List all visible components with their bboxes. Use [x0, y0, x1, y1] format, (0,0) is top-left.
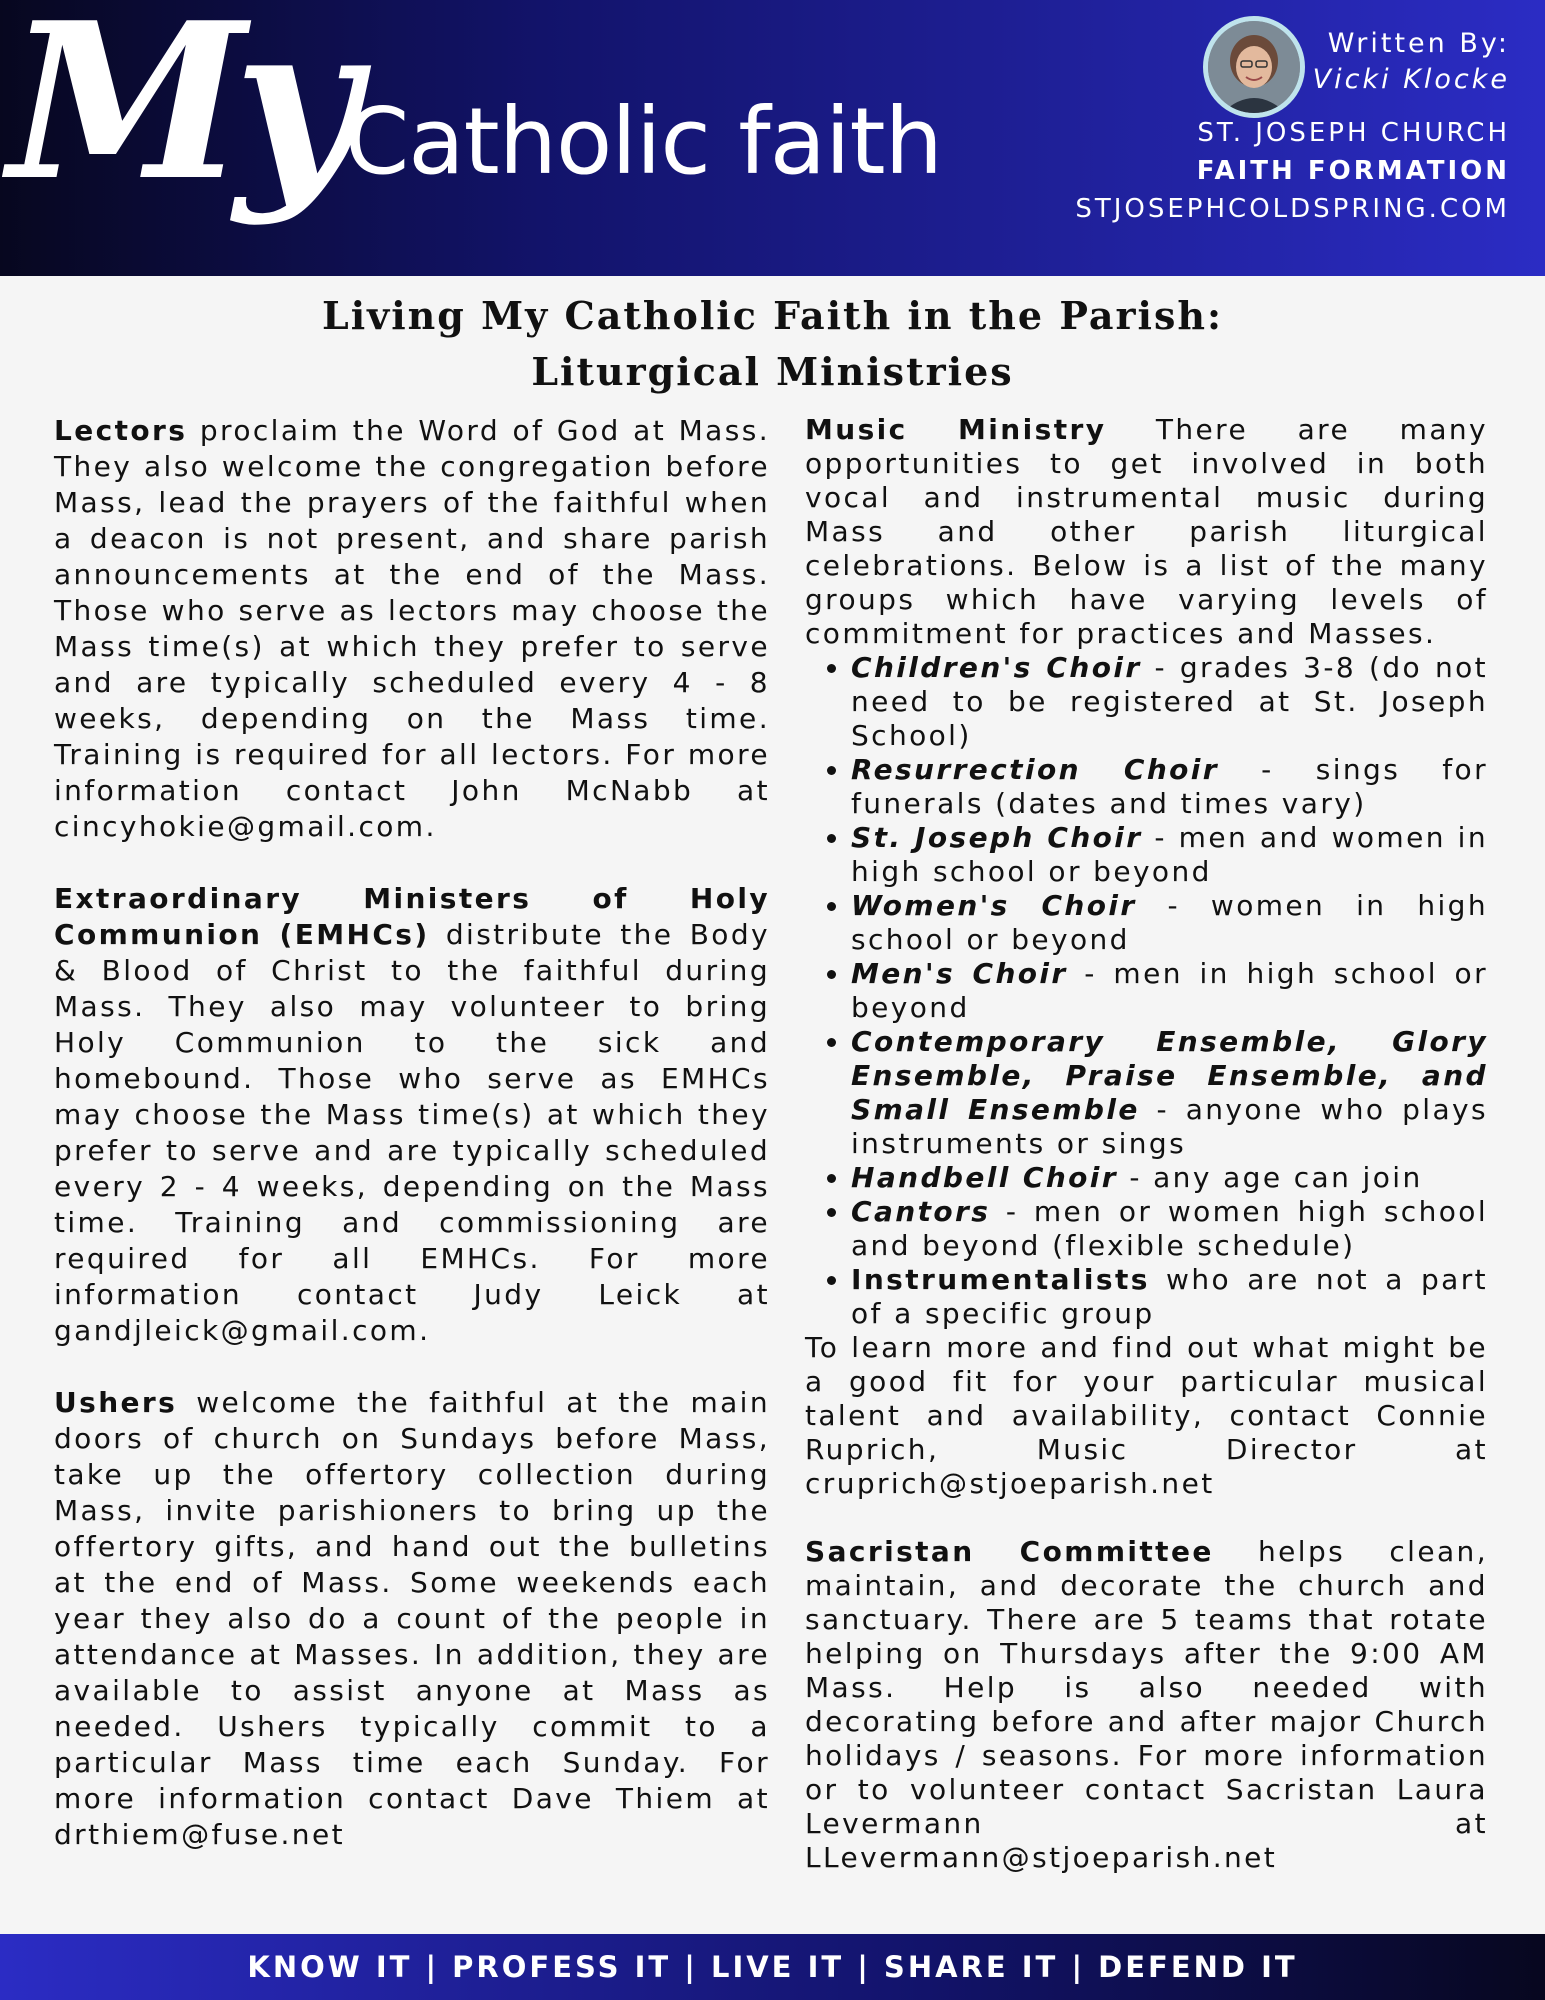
- logo-catholic-faith: Catholic faith: [345, 88, 942, 195]
- group-desc: - women in high school or beyond: [851, 889, 1488, 956]
- title-line-2: Liturgical Ministries: [531, 349, 1014, 394]
- department-name: FAITH FORMATION: [1196, 156, 1510, 186]
- group-name: Women's Choir: [851, 889, 1137, 922]
- group-name: St. Joseph Choir: [851, 821, 1143, 854]
- group-name: Instrumentalists: [851, 1263, 1150, 1296]
- group-desc: - anyone who plays instruments or sings: [851, 1093, 1488, 1160]
- list-item: [851, 1025, 1488, 1161]
- list-item: [851, 753, 1488, 821]
- list-item: [851, 889, 1488, 957]
- right-column: [805, 413, 1488, 1909]
- music-heading: Music Ministry: [805, 413, 1107, 446]
- sacristan-section: [805, 1535, 1488, 1875]
- logo-my: My: [8, 0, 347, 228]
- list-item: [851, 821, 1488, 889]
- lectors-heading: Lectors: [54, 414, 188, 447]
- group-desc: - men or women high school and beyond (flexible schedule): [851, 1195, 1488, 1262]
- lectors-text: proclaim the Word of God at Mass. They also welcome the congregation before Mass, lead the prayers of the faithful when a deacon is not present, and share parish announcements at the end of the Mass. Those who serve as lectors may choose the Mass time(s) at which they prefer to serve and are typically scheduled every 4 - 8 weeks, depending on the Mass time. Training is required for all lectors. For more information contact John McNabb at cincyhokie@gmail.com.: [54, 414, 770, 843]
- music-outro: To learn more and find out what might be a good fit for your particular musical talent and availability, contact Connie Ruprich, Music Director at cruprich@stjoeparish.net: [805, 1331, 1488, 1500]
- list-item: [851, 957, 1488, 1025]
- list-item: [851, 1195, 1488, 1263]
- music-intro-text: There are many opportunities to get involved in both vocal and instrumental music during Mass and other parish liturgical celebrations. Below is a list of the many groups which have varying levels of commitment for practices and Masses.: [805, 413, 1488, 650]
- byline: [1313, 26, 1510, 98]
- left-column: [54, 413, 770, 1889]
- author-photo-icon: [1208, 21, 1300, 113]
- group-name: Contemporary Ensemble, Glory Ensemble, Praise Ensemble, and Small Ensemble: [851, 1025, 1488, 1126]
- emhc-text: distribute the Body & Blood of Christ to the faithful during Mass. They also may volunteer to bring Holy Communion to the sick and homebound. Those who serve as EMHCs may choose the Mass time(s) at which they prefer to serve and are typically scheduled every 2 - 4 weeks, depending on the Mass time. Training and commissioning are required for all EMHCs. For more information contact Judy Leick at gandjleick@gmail.com.: [54, 918, 770, 1347]
- group-name: Handbell Choir: [851, 1161, 1119, 1194]
- music-intro: [805, 413, 1488, 651]
- list-item: [851, 1263, 1488, 1331]
- group-desc: - men in high school or beyond: [851, 957, 1488, 1024]
- group-name: Men's Choir: [851, 957, 1068, 990]
- author-name: Vicki Klocke: [1312, 64, 1510, 95]
- list-item: [851, 1161, 1488, 1195]
- church-info: [1075, 114, 1510, 228]
- church-name: ST. JOSEPH CHURCH: [1197, 118, 1510, 148]
- group-desc: - men and women in high school or beyond: [851, 821, 1488, 888]
- footer-tagline: KNOW IT | PROFESS IT | LIVE IT | SHARE IT | DEFEND IT: [0, 1934, 1545, 2000]
- author-avatar: [1203, 16, 1305, 118]
- group-desc: - sings for funerals (dates and times vary): [851, 753, 1488, 820]
- ushers-heading: Ushers: [54, 1386, 178, 1419]
- music-groups-list: [805, 651, 1488, 1331]
- list-item: [851, 651, 1488, 753]
- page-title: [0, 288, 1545, 400]
- written-by-label: Written By:: [1327, 28, 1510, 59]
- header-banner: [0, 0, 1545, 276]
- lectors-section: [54, 413, 770, 845]
- emhc-heading: Extraordinary Ministers of Holy Communion (EMHCs): [54, 882, 770, 951]
- ushers-section: [54, 1385, 770, 1853]
- group-name: Cantors: [851, 1195, 991, 1228]
- ushers-text: welcome the faithful at the main doors of church on Sundays before Mass, take up the offertory collection during Mass, invite parishioners to bring up the offertory gifts, and hand out the bulletins at the end of Mass. Some weekends each year they also do a count of the people in attendance at Masses. In addition, they are available to assist anyone at Mass as needed. Ushers typically commit to a particular Mass time each Sunday. For more information contact Dave Thiem at drthiem@fuse.net: [54, 1386, 770, 1851]
- title-line-1: Living My Catholic Faith in the Parish:: [321, 293, 1224, 338]
- sacristan-text: helps clean, maintain, and decorate the church and sanctuary. There are 5 teams that rotate helping on Thursdays after the 9:00 AM Mass. Help is also needed with decorating before and after major Church holidays / seasons. For more information or to volunteer contact Sacristan Laura Levermann at LLevermann@stjoeparish.net: [805, 1535, 1488, 1874]
- group-name: Children's Choir: [851, 651, 1142, 684]
- emhc-section: [54, 881, 770, 1349]
- group-name: Resurrection Choir: [851, 753, 1219, 786]
- sacristan-heading: Sacristan Committee: [805, 1535, 1214, 1568]
- website-link[interactable]: STJOSEPHCOLDSPRING.COM: [1075, 194, 1510, 224]
- group-desc: who are not a part of a specific group: [851, 1263, 1488, 1330]
- group-desc: - any age can join: [1118, 1161, 1423, 1194]
- group-desc: - grades 3-8 (do not need to be registered at St. Joseph School): [851, 651, 1488, 752]
